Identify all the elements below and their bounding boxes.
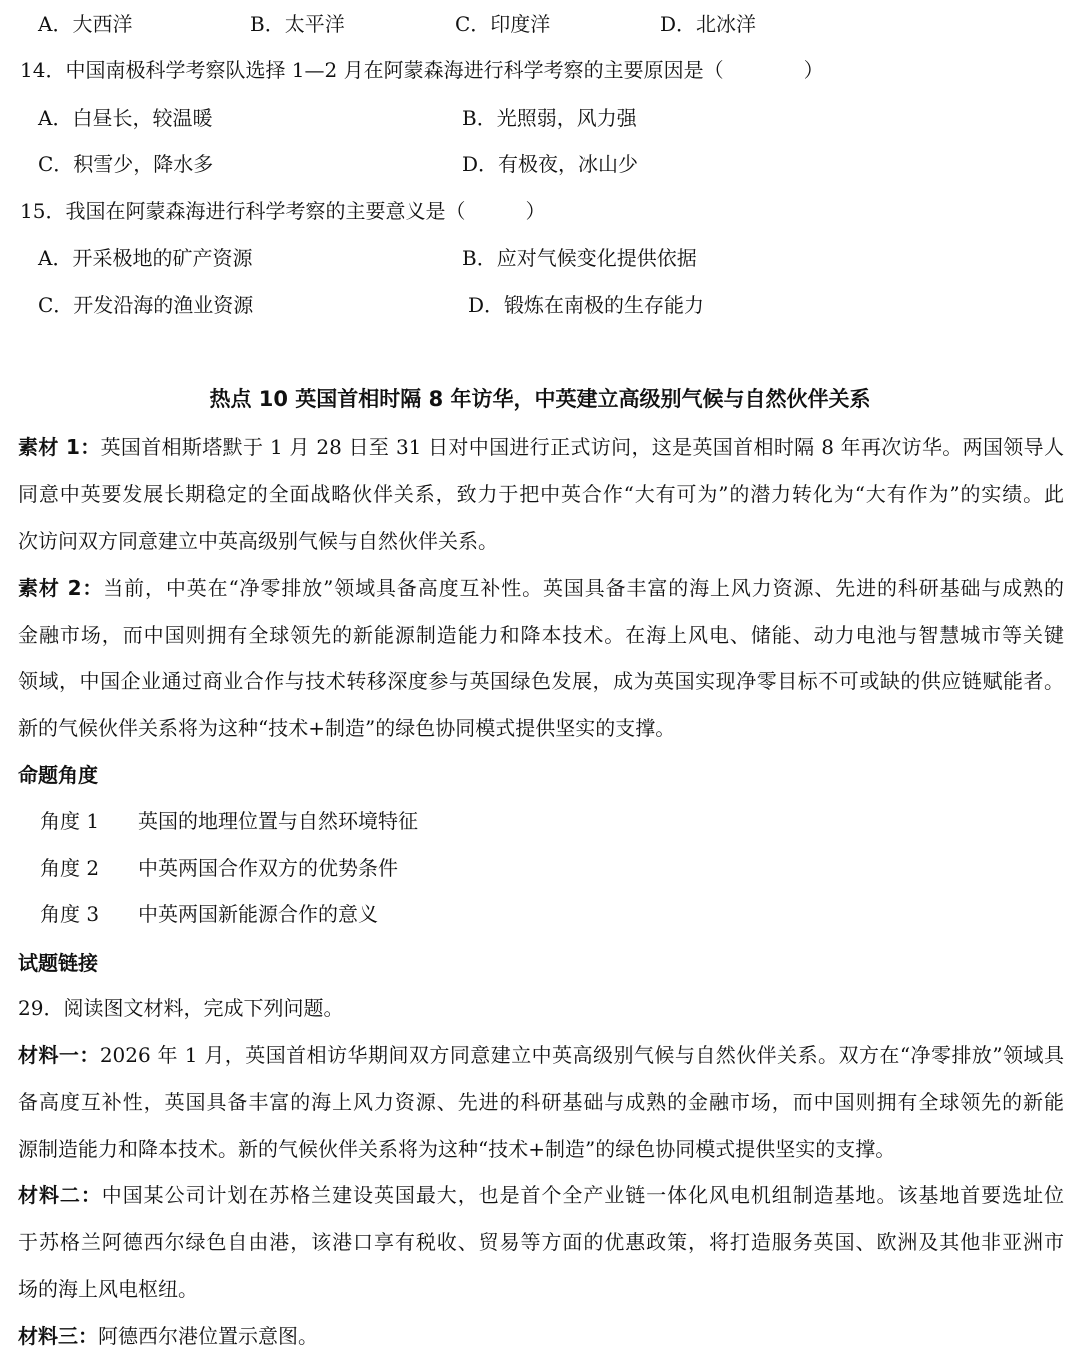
link-heading: 试题链接: [18, 951, 98, 975]
q29-material3-line: 材料三：阿德西尔港位置示意图。: [18, 1324, 318, 1348]
material1-line2: 同意中英要发展长期稳定的全面战略伙伴关系，致力于把中英合作“大有可为”的潜力转化为“大有作为”的实绩。此: [18, 482, 1064, 506]
q29-material2-line3: 场的海上风电枢纽。: [18, 1277, 198, 1301]
angle-1-text: 英国的地理位置与自然环境特征: [138, 809, 418, 833]
q29-stem: 29．阅读图文材料，完成下列问题。: [18, 996, 344, 1020]
q29-material2-label: 材料二：: [18, 1183, 102, 1207]
q14-stem: 14．中国南极科学考察队选择 1—2 月在阿蒙森海进行科学考察的主要原因是（ ）: [20, 58, 824, 82]
angle-1-label: 角度 1: [40, 809, 100, 833]
material2-line1: 素材 2：当前，中英在“净零排放”领域具备高度互补性。英国具备丰富的海上风力资源、先进的科研基础与成熟的: [18, 576, 1064, 600]
q14-option-b: B．光照弱，风力强: [462, 106, 637, 130]
angle-3-text: 中英两国新能源合作的意义: [138, 902, 378, 926]
q15-option-c: C．开发沿海的渔业资源: [38, 293, 254, 317]
angle-2-text: 中英两国合作双方的优势条件: [138, 856, 398, 880]
q13-option-a: A．大西洋: [38, 12, 133, 36]
q29-material3-label: 材料三：: [18, 1324, 98, 1348]
material2-label: 素材 2：: [18, 576, 104, 600]
q14-option-c: C．积雪少，降水多: [38, 152, 214, 176]
q29-material2-line1: 材料二：中国某公司计划在苏格兰建设英国最大，也是首个全产业链一体化风电机组制造基地。该基地首要选址位: [18, 1183, 1065, 1207]
q13-option-b: B．太平洋: [250, 12, 345, 36]
q29-material1-line3: 源制造能力和降本技术。新的气候伙伴关系将为这种“技术+制造”的绿色协同模式提供坚实的支撑。: [18, 1137, 896, 1161]
angles-heading: 命题角度: [18, 763, 98, 787]
q15-option-b: B．应对气候变化提供依据: [462, 246, 697, 270]
q13-option-c: C．印度洋: [455, 12, 551, 36]
q29-material1-line2: 备高度互补性，英国具备丰富的海上风力资源、先进的科研基础与成熟的金融市场，而中国则拥有全球领先的新能: [18, 1090, 1064, 1114]
angle-2-label: 角度 2: [40, 856, 100, 880]
q29-material1-line1: 材料一：2026 年 1 月，英国首相访华期间双方同意建立中英高级别气候与自然伙伴关系。双方在“净零排放”领域具: [18, 1043, 1064, 1067]
q13-option-d: D．北冰洋: [660, 12, 757, 36]
material1-label: 素材 1：: [18, 435, 101, 459]
q29-material1-label: 材料一：: [18, 1043, 100, 1067]
material2-line4: 新的气候伙伴关系将为这种“技术+制造”的绿色协同模式提供坚实的支撑。: [18, 716, 676, 740]
q15-option-a: A．开采极地的矿产资源: [38, 246, 253, 270]
material1-line1: 素材 1：英国首相斯塔默于 1 月 28 日至 31 日对中国进行正式访问，这是英国首相时隔 8 年再次访华。两国领导人: [18, 435, 1064, 459]
q14-option-d: D．有极夜，冰山少: [462, 152, 639, 176]
q14-option-a: A．白昼长，较温暖: [38, 106, 213, 130]
q15-stem: 15．我国在阿蒙森海进行科学考察的主要意义是（ ）: [20, 199, 546, 223]
material1-line3: 次访问双方同意建立中英高级别气候与自然伙伴关系。: [18, 529, 498, 553]
hotspot-title: 热点 10 英国首相时隔 8 年访华，中英建立高级别气候与自然伙伴关系: [209, 387, 871, 411]
angle-3-label: 角度 3: [40, 902, 100, 926]
q15-option-d: D．锻炼在南极的生存能力: [468, 293, 705, 317]
material2-line2: 金融市场，而中国则拥有全球领先的新能源制造能力和降本技术。在海上风电、储能、动力电池与智慧城市等关键: [18, 623, 1064, 647]
q29-material2-line2: 于苏格兰阿德西尔绿色自由港，该港口享有税收、贸易等方面的优惠政策，将打造服务英国、欧洲及其他非亚洲市: [18, 1230, 1064, 1254]
material2-line3: 领域，中国企业通过商业合作与技术转移深度参与英国绿色发展，成为英国实现净零目标不可或缺的供应链赋能者。: [18, 669, 1064, 693]
